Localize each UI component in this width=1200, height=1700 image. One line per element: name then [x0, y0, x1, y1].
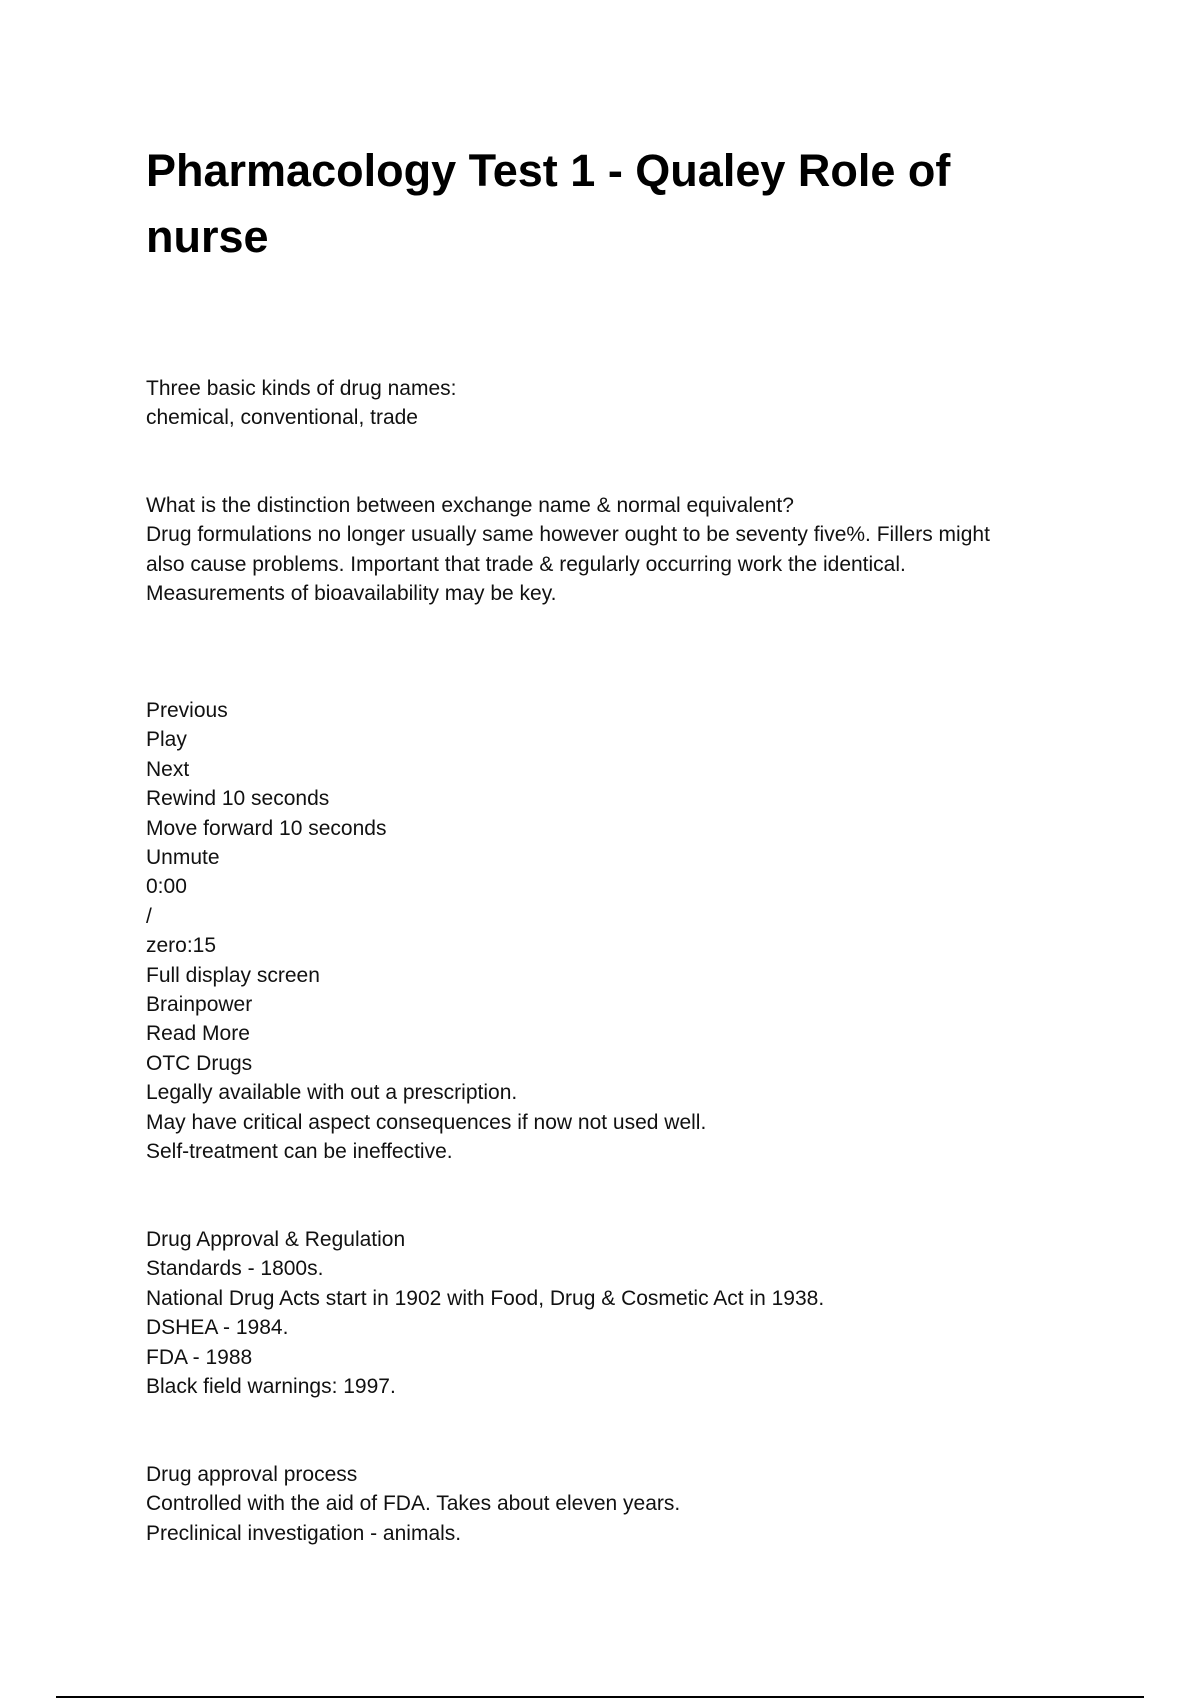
title-line-1: Pharmacology Test 1 - Qualey Role of — [146, 145, 951, 196]
section-heading: What is the distinction between exchange name & normal equivalent? — [146, 494, 794, 517]
media-duration: zero:15 — [146, 934, 217, 958]
text-line: Black field warnings: 1997. — [146, 1375, 396, 1399]
section-heading: Drug Approval & Regulation — [146, 1228, 406, 1251]
section-drug-names — [146, 374, 1066, 433]
media-time-separator: / — [146, 904, 152, 928]
text-line: Drug formulations no longer usually same however ought to be seventy five%. Fillers might — [146, 523, 990, 547]
text-line: chemical, conventional, trade — [146, 406, 418, 430]
brand-label: Brainpower — [146, 993, 253, 1017]
section-heading: OTC Drugs — [146, 1051, 253, 1075]
text-line: also cause problems. Important that trade & regularly occurring work the identical. — [146, 552, 906, 576]
page-title — [146, 138, 1046, 270]
media-forward-label: Move forward 10 seconds — [146, 816, 387, 840]
text-line: National Drug Acts start in 1902 with Food, Drug & Cosmetic Act in 1938. — [146, 1286, 825, 1310]
media-rewind-label: Rewind 10 seconds — [146, 787, 330, 811]
text-line: FDA - 1988 — [146, 1345, 253, 1369]
text-line: Measurements of bioavailability may be key. — [146, 582, 557, 606]
title-line-2: nurse — [146, 211, 269, 262]
text-line: Standards - 1800s. — [146, 1257, 324, 1281]
text-line: Legally available with out a prescription. — [146, 1081, 518, 1105]
text-line: May have critical aspect consequences if now not used well. — [146, 1110, 707, 1134]
section-heading: Drug approval process — [146, 1463, 358, 1486]
section-drug-regulation — [146, 1225, 1066, 1401]
read-more-label: Read More — [146, 1022, 250, 1046]
media-current-time: 0:00 — [146, 875, 187, 899]
text-line: DSHEA - 1984. — [146, 1316, 289, 1340]
section-drug-approval — [146, 1460, 1066, 1548]
text-line: Self-treatment can be ineffective. — [146, 1140, 453, 1164]
section-media-text — [146, 696, 1066, 1167]
bottom-divider — [56, 1696, 1144, 1698]
media-next-label: Next — [146, 757, 190, 781]
section-heading: Three basic kinds of drug names: — [146, 377, 457, 400]
media-play-label: Play — [146, 728, 187, 752]
text-line: Preclinical investigation - animals. — [146, 1521, 462, 1545]
media-fullscreen-label: Full display screen — [146, 963, 320, 987]
section-trade-vs-generic — [146, 491, 1066, 609]
media-previous-label: Previous — [146, 699, 228, 722]
text-line: Controlled with the aid of FDA. Takes about eleven years. — [146, 1492, 681, 1516]
media-unmute-label: Unmute — [146, 846, 220, 870]
